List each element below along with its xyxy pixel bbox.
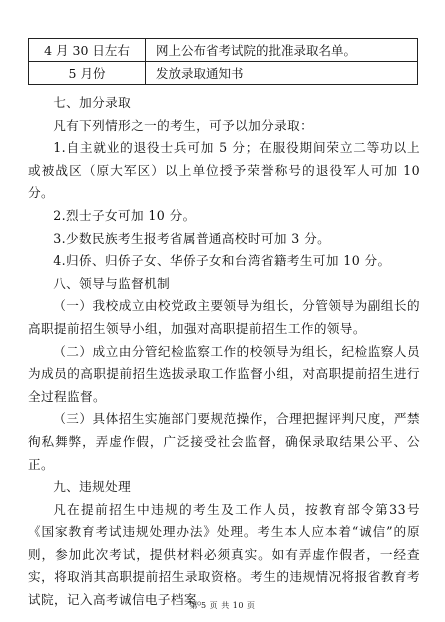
list-item: 2.烈士子女可加 10 分。 bbox=[53, 207, 196, 223]
document-body bbox=[28, 92, 420, 612]
schedule-time-cell: 5 月份 bbox=[29, 62, 146, 85]
section-heading-violations: 九、违规处理 bbox=[53, 479, 132, 495]
paragraph: 凡有下列情形之一的考生，可予以加分录取： bbox=[53, 117, 314, 133]
section-heading-bonus: 七、加分录取 bbox=[53, 95, 132, 110]
schedule-event-cell: 发放录取通知书 bbox=[146, 62, 418, 85]
schedule-event-cell: 网上公布省考试院的批准录取名单。 bbox=[146, 39, 418, 62]
list-item: 3.少数民族考生报考省属普通高校时可加 3 分。 bbox=[53, 230, 331, 246]
paragraph: （一）我校成立由校党政主要领导为组长，分管领导为副组长的高职提前招生领导小组，加强对高职提前招生工作的领导。 bbox=[28, 298, 420, 336]
table-row bbox=[29, 39, 418, 62]
list-item: 4.归侨、归侨子女、华侨子女和台湾省籍考生可加 10 分。 bbox=[53, 253, 391, 269]
page-number-footer: 第 5 页 共 10 页 bbox=[189, 601, 256, 610]
schedule-time-cell: 4 月 30 日左右 bbox=[29, 39, 146, 62]
section-heading-supervision: 八、领导与监督机制 bbox=[53, 275, 171, 291]
paragraph: （三）具体招生实施部门要规范操作，合理把握评判尺度，严禁徇私舞弊，弄虚作假，广泛接受社会监督，确保录取结果公平、公正。 bbox=[28, 411, 420, 472]
table-row bbox=[29, 62, 418, 85]
list-item: 1.自主就业的退役士兵可加 5 分；在服役期间荣立二等功以上或被战区（原大军区）以上单位授予荣誉称号的退役军人可加 10 分。 bbox=[28, 140, 420, 201]
paragraph: 凡在提前招生中违规的考生及工作人员，按教育部令第33号《国家教育考试违规处理办法》处理。考生本人应本着“诚信”的原则，参加此次考试，提供材料必须真实。如有弄虚作假者，一经查实，将取消其高职提前招生录取资格。考生的违规情况将报省教育考试院，记入高考诚信电子档案。 bbox=[28, 501, 420, 608]
schedule-table bbox=[28, 38, 418, 85]
paragraph: （二）成立由分管纪检监察工作的校领导为组长，纪检监察人员为成员的高职提前招生选拔录取工作监督小组，对高职提前招生进行全过程监督。 bbox=[28, 343, 420, 404]
